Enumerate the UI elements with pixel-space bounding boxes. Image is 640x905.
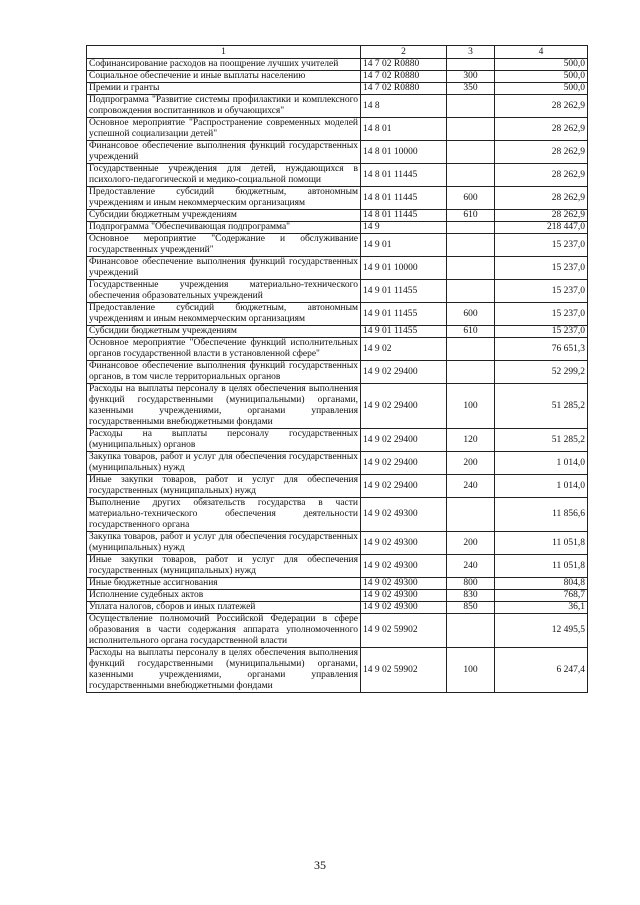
header-col-1: 1 — [87, 46, 361, 59]
row-code: 14 7 02 R0880 — [361, 59, 447, 71]
table-row — [87, 361, 588, 384]
table-row — [87, 475, 588, 498]
row-code: 14 9 02 49300 — [361, 555, 447, 578]
row-sum: 36,1 — [495, 602, 588, 614]
row-sum: 28 262,9 — [495, 95, 588, 118]
header-row — [87, 46, 588, 59]
row-code: 14 9 02 29400 — [361, 361, 447, 384]
row-name: Иные закупки товаров, работ и услуг для обеспечения государственных (муниципальных) нужд — [87, 555, 361, 578]
row-sum: 28 262,9 — [495, 164, 588, 187]
table-row — [87, 303, 588, 326]
row-expense-type: 240 — [447, 475, 495, 498]
row-name: Иные бюджетные ассигнования — [87, 578, 361, 590]
row-code: 14 9 02 — [361, 338, 447, 361]
row-sum: 15 237,0 — [495, 234, 588, 257]
row-code: 14 9 02 59902 — [361, 648, 447, 693]
table-row — [87, 222, 588, 234]
table-row — [87, 614, 588, 648]
table-row — [87, 210, 588, 222]
row-name: Премии и гранты — [87, 83, 361, 95]
row-expense-type — [447, 118, 495, 141]
row-sum: 1 014,0 — [495, 475, 588, 498]
row-expense-type: 830 — [447, 590, 495, 602]
row-sum: 52 299,2 — [495, 361, 588, 384]
row-name: Расходы на выплаты персоналу в целях обеспечения выполнения функций государственными (муниципальными) органами, казенными учреждениями, органами управления государственными внебюджетными фондами — [87, 648, 361, 693]
table-row — [87, 429, 588, 452]
table-row — [87, 234, 588, 257]
row-sum: 11 051,8 — [495, 555, 588, 578]
row-code: 14 9 02 49300 — [361, 590, 447, 602]
row-code: 14 8 01 — [361, 118, 447, 141]
table-row — [87, 498, 588, 532]
row-name: Расходы на выплаты персоналу в целях обеспечения выполнения функций государственными (муниципальными) органами, казенными учреждениями, органами управления государственными внебюджетными фондами — [87, 384, 361, 429]
row-expense-type — [447, 498, 495, 532]
table-row — [87, 118, 588, 141]
row-sum: 11 051,8 — [495, 532, 588, 555]
table-row — [87, 141, 588, 164]
row-expense-type — [447, 234, 495, 257]
table-row — [87, 257, 588, 280]
header-col-4: 4 — [495, 46, 588, 59]
row-sum: 28 262,9 — [495, 141, 588, 164]
row-sum: 12 495,5 — [495, 614, 588, 648]
row-name: Основное мероприятие "Содержание и обслуживание государственных учреждений" — [87, 234, 361, 257]
row-sum: 1 014,0 — [495, 452, 588, 475]
row-expense-type: 800 — [447, 578, 495, 590]
row-expense-type: 240 — [447, 555, 495, 578]
table-row — [87, 590, 588, 602]
row-expense-type: 850 — [447, 602, 495, 614]
row-name: Финансовое обеспечение выполнения функций государственных учреждений — [87, 141, 361, 164]
table-row — [87, 71, 588, 83]
row-sum: 804,8 — [495, 578, 588, 590]
table-row — [87, 602, 588, 614]
budget-table — [86, 45, 588, 693]
row-expense-type — [447, 95, 495, 118]
table-row — [87, 326, 588, 338]
row-sum: 15 237,0 — [495, 326, 588, 338]
row-code: 14 9 01 11455 — [361, 280, 447, 303]
row-name: Иные закупки товаров, работ и услуг для обеспечения государственных (муниципальных) нужд — [87, 475, 361, 498]
row-name: Государственные учреждения для детей, нуждающихся в психолого-педагогической и медико-социальной помощи — [87, 164, 361, 187]
row-name: Субсидии бюджетным учреждениям — [87, 210, 361, 222]
row-sum: 500,0 — [495, 71, 588, 83]
table-row — [87, 338, 588, 361]
row-expense-type — [447, 338, 495, 361]
row-expense-type — [447, 141, 495, 164]
row-expense-type — [447, 59, 495, 71]
row-sum: 218 447,0 — [495, 222, 588, 234]
row-sum: 15 237,0 — [495, 280, 588, 303]
table-row — [87, 59, 588, 71]
row-code: 14 9 01 — [361, 234, 447, 257]
row-expense-type: 610 — [447, 210, 495, 222]
table-row — [87, 648, 588, 693]
row-code: 14 9 02 29400 — [361, 475, 447, 498]
header-col-2: 2 — [361, 46, 447, 59]
row-expense-type: 120 — [447, 429, 495, 452]
row-name: Государственные учреждения материально-технического обеспечения образовательных учреждений — [87, 280, 361, 303]
table-row — [87, 532, 588, 555]
row-sum: 51 285,2 — [495, 429, 588, 452]
row-code: 14 7 02 R0880 — [361, 71, 447, 83]
row-expense-type: 350 — [447, 83, 495, 95]
table-row — [87, 384, 588, 429]
row-sum: 15 237,0 — [495, 257, 588, 280]
row-name: Выполнение других обязательств государства в части материально-технического обеспечения деятельности государственного органа — [87, 498, 361, 532]
row-sum: 500,0 — [495, 59, 588, 71]
row-code: 14 8 01 11445 — [361, 187, 447, 210]
row-code: 14 8 01 10000 — [361, 141, 447, 164]
row-code: 14 8 01 11445 — [361, 164, 447, 187]
row-name: Софинансирование расходов на поощрение лучших учителей — [87, 59, 361, 71]
row-expense-type: 100 — [447, 648, 495, 693]
row-name: Предоставление субсидий бюджетным, автономным учреждениям и иным некоммерческим организациям — [87, 187, 361, 210]
row-expense-type: 610 — [447, 326, 495, 338]
row-name: Уплата налогов, сборов и иных платежей — [87, 602, 361, 614]
table-row — [87, 452, 588, 475]
row-name: Подпрограмма "Обеспечивающая подпрограмма" — [87, 222, 361, 234]
row-name: Основное мероприятие "Распространение современных моделей успешной социализации детей" — [87, 118, 361, 141]
row-code: 14 8 01 11445 — [361, 210, 447, 222]
row-expense-type: 600 — [447, 187, 495, 210]
row-sum: 76 651,3 — [495, 338, 588, 361]
row-sum: 28 262,9 — [495, 187, 588, 210]
row-sum: 15 237,0 — [495, 303, 588, 326]
page-number: 35 — [314, 858, 326, 872]
table-row — [87, 95, 588, 118]
row-name: Расходы на выплаты персоналу государственных (муниципальных) органов — [87, 429, 361, 452]
row-code: 14 7 02 R0880 — [361, 83, 447, 95]
row-code: 14 9 02 49300 — [361, 498, 447, 532]
row-code: 14 9 — [361, 222, 447, 234]
table-row — [87, 555, 588, 578]
row-expense-type: 100 — [447, 384, 495, 429]
row-name: Закупка товаров, работ и услуг для обеспечения государственных (муниципальных) нужд — [87, 532, 361, 555]
row-sum: 51 285,2 — [495, 384, 588, 429]
row-name: Основное мероприятие "Обеспечение функций исполнительных органов государственной власти в установленной сфере" — [87, 338, 361, 361]
row-sum: 6 247,4 — [495, 648, 588, 693]
row-sum: 500,0 — [495, 83, 588, 95]
row-expense-type: 600 — [447, 303, 495, 326]
table-row — [87, 578, 588, 590]
row-code: 14 9 01 11455 — [361, 326, 447, 338]
row-expense-type — [447, 164, 495, 187]
table-row — [87, 187, 588, 210]
row-code: 14 9 02 59902 — [361, 614, 447, 648]
row-sum: 28 262,9 — [495, 210, 588, 222]
row-code: 14 9 02 49300 — [361, 532, 447, 555]
row-code: 14 9 02 49300 — [361, 602, 447, 614]
header-col-3: 3 — [447, 46, 495, 59]
table-row — [87, 280, 588, 303]
table-row — [87, 83, 588, 95]
row-code: 14 9 02 29400 — [361, 429, 447, 452]
row-code: 14 9 02 29400 — [361, 452, 447, 475]
row-name: Предоставление субсидий бюджетным, автономным учреждениям и иным некоммерческим организациям — [87, 303, 361, 326]
row-name: Осуществление полномочий Российской Федерации в сфере образования в части содержания аппарата уполномоченного исполнительного органа государственной власти — [87, 614, 361, 648]
table-row — [87, 164, 588, 187]
row-code: 14 9 01 11455 — [361, 303, 447, 326]
row-sum: 11 856,6 — [495, 498, 588, 532]
row-name: Финансовое обеспечение выполнения функций государственных органов, в том числе территориальных органов — [87, 361, 361, 384]
row-expense-type: 300 — [447, 71, 495, 83]
row-name: Исполнение судебных актов — [87, 590, 361, 602]
row-expense-type — [447, 614, 495, 648]
row-name: Подпрограмма "Развитие системы профилактики и комплексного сопровождения воспитанников и обучающихся" — [87, 95, 361, 118]
row-name: Финансовое обеспечение выполнения функций государственных учреждений — [87, 257, 361, 280]
row-name: Социальное обеспечение и иные выплаты населению — [87, 71, 361, 83]
row-expense-type — [447, 280, 495, 303]
row-code: 14 9 02 29400 — [361, 384, 447, 429]
row-expense-type — [447, 222, 495, 234]
row-name: Закупка товаров, работ и услуг для обеспечения государственных (муниципальных) нужд — [87, 452, 361, 475]
row-expense-type: 200 — [447, 532, 495, 555]
row-expense-type: 200 — [447, 452, 495, 475]
row-code: 14 9 01 10000 — [361, 257, 447, 280]
row-sum: 28 262,9 — [495, 118, 588, 141]
row-code: 14 8 — [361, 95, 447, 118]
row-code: 14 9 02 49300 — [361, 578, 447, 590]
row-expense-type — [447, 361, 495, 384]
row-name: Субсидии бюджетным учреждениям — [87, 326, 361, 338]
row-expense-type — [447, 257, 495, 280]
row-sum: 768,7 — [495, 590, 588, 602]
